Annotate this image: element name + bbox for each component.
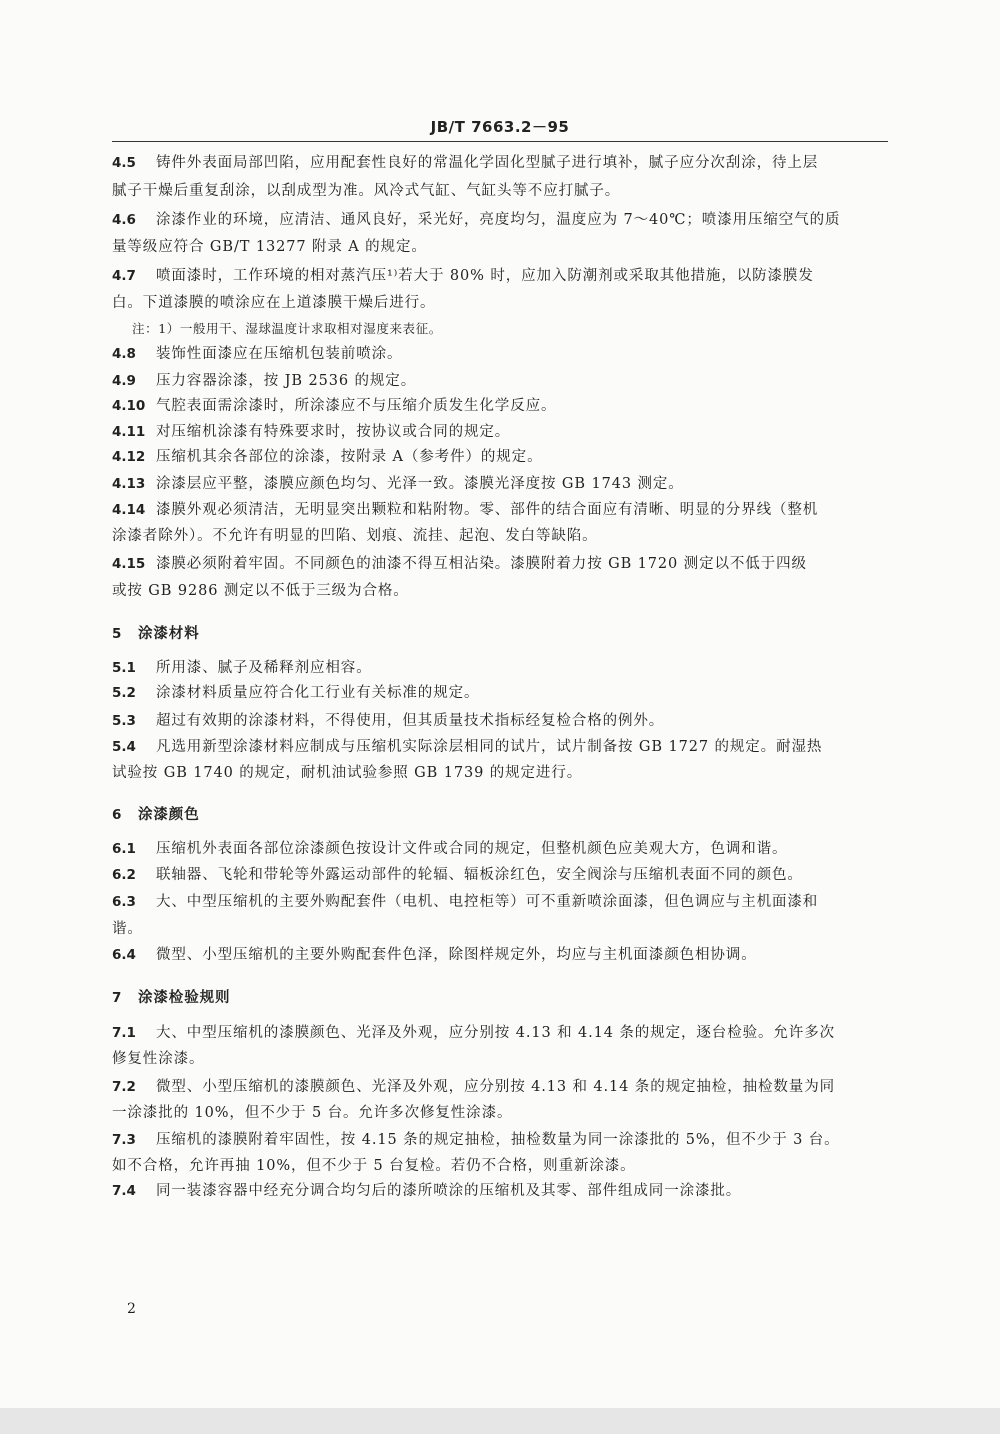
clause-line [112,866,803,884]
clause-number: 7.2 [112,1079,136,1095]
clause-number: 6.4 [112,947,136,963]
clause-line [112,1131,840,1149]
clause-text: 同一装漆容器中经充分调合均匀后的漆所喷涂的压缩机及其零、部件组成同一涂漆批。 [156,1183,742,1199]
clause-line [112,294,435,312]
clause-line [112,738,822,756]
clause-text: 修复性涂漆。 [112,1051,205,1067]
clause-text: 微型、小型压缩机的主要外购配套件色泽，除图样规定外，均应与主机面漆颜色相协调。 [156,947,757,963]
clause-text: 涂漆层应平整，漆膜应颜色均匀、光泽一致。漆膜光泽度按 GB 1743 测定。 [156,476,684,492]
clause-text: 超过有效期的涂漆材料，不得使用，但其质量技术指标经复检合格的例外。 [156,713,665,729]
clause-text: 涂漆者除外）。不允许有明显的凹陷、划痕、流挂、起泡、发白等缺陷。 [112,528,598,544]
clause-line [112,1104,512,1122]
clause-text: 涂漆材料质量应符合化工行业有关标准的规定。 [156,685,480,701]
clause-number: 6.2 [112,867,136,883]
clause-number: 4.10 [112,398,146,414]
section-heading [112,989,230,1007]
clause-number: 4.12 [112,449,146,465]
clause-number: 4.14 [112,502,146,518]
clause-number: 4.6 [112,212,136,228]
clause-line [112,527,598,545]
clause-number: 5.3 [112,713,136,729]
clause-line [112,712,664,730]
clause-line [112,501,818,519]
clause-number: 4.15 [112,556,146,572]
clause-number: 5 [112,626,122,642]
clause-line [112,211,840,229]
section-heading [112,625,200,643]
clause-text: 大、中型压缩机的主要外购配套件（电机、电控柜等）可不重新喷涂面漆，但色调应与主机面漆和 [156,894,819,910]
clause-text: 涂漆颜色 [138,807,200,823]
viewer-bottom-band [0,1408,1000,1434]
clause-text: 压缩机外表面各部位涂漆颜色按设计文件或合同的规定，但整机颜色应美观大方，色调和谐。 [156,841,788,857]
clause-line [112,659,372,677]
footnote-line [132,320,442,338]
clause-line [112,154,818,172]
clause-text: 对压缩机涂漆有特殊要求时，按协议或合同的规定。 [156,424,511,440]
clause-number: 4.9 [112,373,136,389]
clause-line [112,267,814,285]
clause-line [112,182,620,200]
clause-number: 6 [112,807,122,823]
clause-text: 压缩机的漆膜附着牢固性，按 4.15 条的规定抽检，抽检数量为同一涂漆批的 5%，但不少于 3 台。 [156,1132,840,1148]
clause-text: 涂漆作业的环境，应清洁、通风良好，采光好，亮度均匀，温度应为 7～40℃；喷漆用压缩空气的质 [156,212,841,228]
clause-text: 腻子干燥后重复刮涂，以刮成型为准。风冷式气缸、气缸头等不应打腻子。 [112,183,621,199]
clause-number: 5.2 [112,685,136,701]
clause-text: 谐。 [112,921,143,937]
clause-line [112,893,818,911]
clause-number: 4.11 [112,424,146,440]
clause-line [112,1182,741,1200]
clause-text: 装饰性面漆应在压缩机包装前喷涂。 [156,346,403,362]
clause-number: 6.3 [112,894,136,910]
clause-text: 注：1）一般用干、湿球温度计求取相对湿度来表征。 [132,321,442,336]
clause-line [112,1024,835,1042]
clause-text: 漆膜外观必须清洁，无明显突出颗粒和粘附物。零、部件的结合面应有清晰、明显的分界线（整机 [156,502,819,518]
clause-number: 7.3 [112,1132,136,1148]
clause-line [112,684,479,702]
clause-line [112,448,542,466]
clause-text: 漆膜必须附着牢固。不同颜色的油漆不得互相沾染。漆膜附着力按 GB 1720 测定以不低于四级 [156,556,807,572]
header-rule [112,141,888,142]
clause-line [112,345,402,363]
clause-number: 7.4 [112,1183,136,1199]
clause-line [112,582,409,600]
clause-text: 如不合格，允许再抽 10%，但不少于 5 台复检。若仍不合格，则重新涂漆。 [112,1158,636,1174]
clause-text: 喷面漆时，工作环境的相对蒸汽压¹⁾若大于 80% 时，应加入防潮剂或采取其他措施，以防漆膜发 [156,268,814,284]
clause-text: 凡选用新型涂漆材料应制成与压缩机实际涂层相同的试片，试片制备按 GB 1727 的规定。耐湿热 [156,739,823,755]
clause-text: 或按 GB 9286 测定以不低于三级为合格。 [112,583,409,599]
clause-line [112,764,582,782]
clause-line [112,397,556,415]
clause-text: 压力容器涂漆，按 JB 2536 的规定。 [156,373,417,389]
clause-text: 量等级应符合 GB/T 13277 附录 A 的规定。 [112,239,427,255]
clause-line [112,1078,835,1096]
clause-text: 气腔表面需涂漆时，所涂漆应不与压缩介质发生化学反应。 [156,398,557,414]
clause-text: 所用漆、腻子及稀释剂应相容。 [156,660,372,676]
clause-number: 7.1 [112,1025,136,1041]
section-heading [112,806,200,824]
clause-text: 压缩机其余各部位的涂漆，按附录 A（参考件）的规定。 [156,449,543,465]
clause-line [112,920,143,938]
standard-number-header: JB/T 7663.2－95 [430,118,570,136]
clause-text: 大、中型压缩机的漆膜颜色、光泽及外观，应分别按 4.13 和 4.14 条的规定，逐台检验。允许多次 [156,1025,836,1041]
clause-number: 4.13 [112,476,146,492]
clause-text: 涂漆材料 [138,626,200,642]
clause-text: 微型、小型压缩机的漆膜颜色、光泽及外观，应分别按 4.13 和 4.14 条的规定抽检，抽检数量为同 [156,1079,836,1095]
clause-line [112,946,757,964]
clause-line [112,238,427,256]
clause-text: 白。下道漆膜的喷涂应在上道漆膜干燥后进行。 [112,295,436,311]
clause-number: 5.1 [112,660,136,676]
clause-number: 5.4 [112,739,136,755]
clause-line [112,1157,636,1175]
clause-line [112,475,684,493]
clause-number: 4.5 [112,155,136,171]
clause-text: 联轴器、飞轮和带轮等外露运动部件的轮辐、辐板涂红色，安全阀涂与压缩机表面不同的颜色。 [156,867,803,883]
clause-line [112,1050,204,1068]
page-number: 2 [127,1301,136,1317]
clause-text: 一涂漆批的 10%，但不少于 5 台。允许多次修复性涂漆。 [112,1105,513,1121]
clause-number: 6.1 [112,841,136,857]
clause-number: 4.8 [112,346,136,362]
clause-text: 试验按 GB 1740 的规定，耐机油试验参照 GB 1739 的规定进行。 [112,765,583,781]
clause-line [112,555,807,573]
clause-line [112,423,510,441]
clause-text: 涂漆检验规则 [138,990,231,1006]
clause-number: 7 [112,990,122,1006]
clause-line [112,840,787,858]
clause-line [112,372,416,390]
clause-text: 铸件外表面局部凹陷，应用配套性良好的常温化学固化型腻子进行填补，腻子应分次刮涂，待上层 [156,155,819,171]
clause-number: 4.7 [112,268,136,284]
